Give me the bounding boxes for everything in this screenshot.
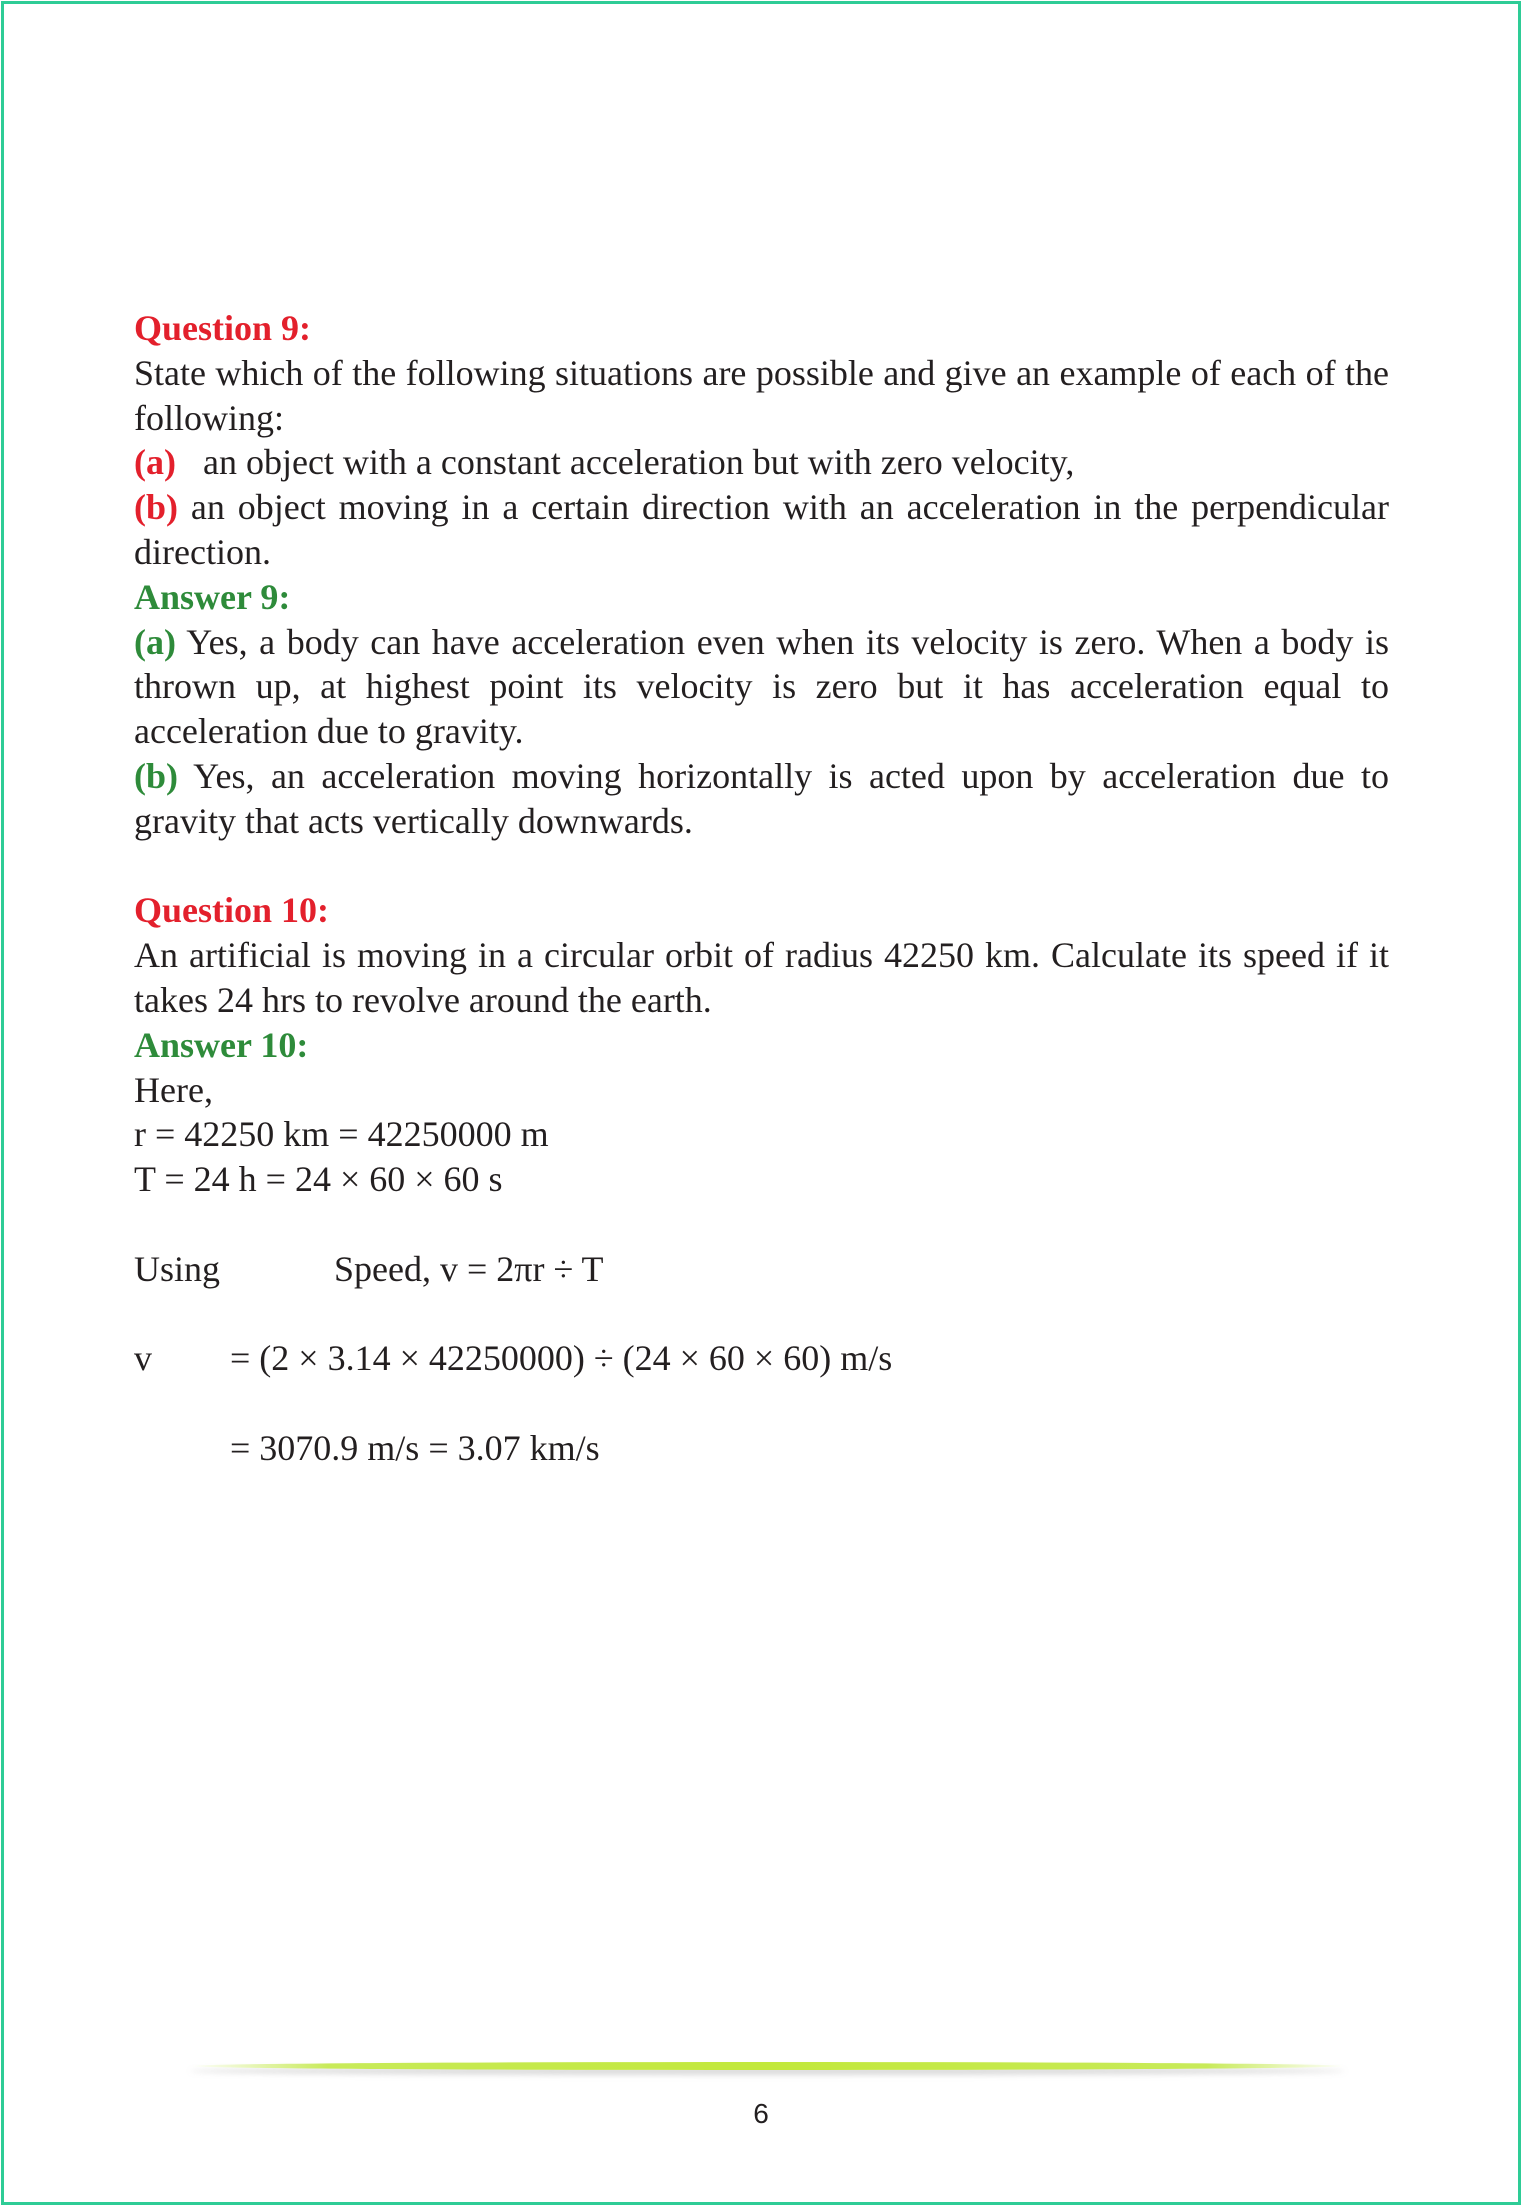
calculation-step-1	[134, 1336, 1389, 1381]
page-content	[134, 306, 1389, 1471]
answer-9-part-a-label: (a)	[134, 621, 176, 662]
question-9-part-a-text: an object with a constant acceleration but with zero velocity,	[202, 442, 1075, 483]
question-9-part-b	[134, 485, 1389, 575]
question-9-part-b-label: (b)	[134, 487, 178, 528]
question-9-part-b-text: an object moving in a certain direction with an acceleration in the perpendicular direction.	[134, 487, 1390, 572]
question-10-heading: Question 10:	[134, 890, 330, 931]
question-10-text: An artificial is moving in a circular orbit of radius 42250 km. Calculate its speed if it takes 24 hrs to revolve around the earth.	[134, 935, 1389, 1020]
answer-9-heading: Answer 9:	[134, 576, 291, 617]
answer-10-period-line: T = 24 h = 24 × 60 × 60 s	[134, 1159, 503, 1200]
footer-divider	[190, 2062, 1345, 2070]
question-9-heading: Question 9:	[134, 308, 312, 348]
formula-row	[134, 1247, 1389, 1292]
calc-spacer	[134, 1202, 1389, 1247]
answer-10-here: Here,	[134, 1069, 213, 1110]
velocity-label: v	[134, 1338, 152, 1379]
answer-10-heading: Answer 10:	[134, 1024, 309, 1065]
calc-spacer	[134, 1381, 1389, 1426]
answer-9-part-b-text: Yes, an acceleration moving horizontally is acted upon by acceleration due to gravity that acts vertically downwards.	[134, 755, 1389, 841]
answer-10-radius-line: r = 42250 km = 42250000 m	[134, 1114, 549, 1155]
question-9-part-a-label: (a)	[134, 442, 176, 483]
calculation-step-1-text: = (2 × 3.14 × 42250000) ÷ (24 × 60 × 60) m/s	[230, 1338, 893, 1379]
speed-formula: Speed, v = 2πr ÷ T	[334, 1248, 604, 1289]
answer-9-part-b	[134, 754, 1389, 844]
calculation-result: = 3070.9 m/s = 3.07 km/s	[230, 1427, 600, 1468]
answer-9-part-a-text: Yes, a body can have acceleration even when its velocity is zero. When a body is thrown up, at highest point its velocity is zero but it has acceleration equal to acceleration due to gravity.	[134, 621, 1389, 752]
calculation-step-2	[134, 1426, 1389, 1471]
answer-9-part-a	[134, 620, 1389, 754]
section-spacer	[134, 844, 1389, 889]
using-label: Using	[134, 1248, 221, 1289]
calc-spacer	[134, 1292, 1389, 1337]
question-9-part-a	[134, 440, 1389, 485]
page-number: 6	[753, 2098, 769, 2129]
answer-9-part-b-label: (b)	[134, 755, 178, 796]
question-9-text: State which of the following situations are possible and give an example of each of the following:	[134, 352, 1389, 438]
